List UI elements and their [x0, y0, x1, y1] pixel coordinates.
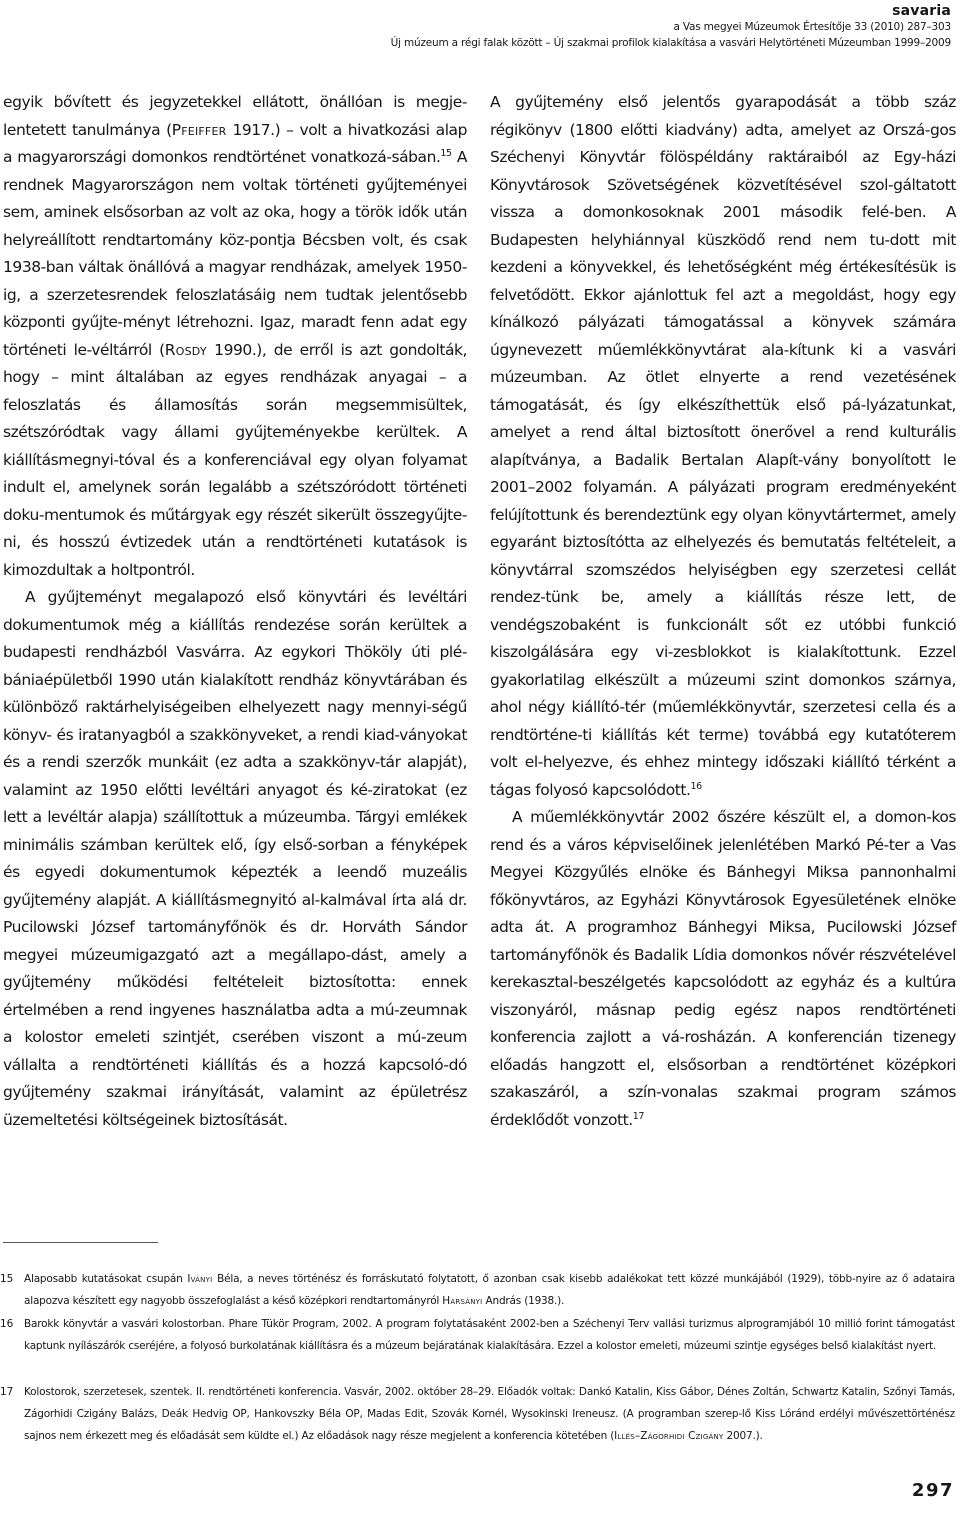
right-paragraph-2	[490, 804, 956, 1134]
footnote-text	[24, 1268, 955, 1312]
footnote-ref: 17	[632, 1110, 644, 1122]
author-name: Illés–Zágorhidi Czigány	[614, 1430, 724, 1442]
citation-author: Pfeiffer	[171, 120, 227, 139]
text-run: 2007.).	[723, 1430, 763, 1442]
text-run: A gyűjtemény első jelentős gyarapodását a több száz régikönyv (1800 előtti kiadvány) adta, amelyet az Orszá-gos Széchenyi Könyvtár fölöspéldány raktáraiból az Egy-házi Könyvtárosok Szövetségének közvetítésével szol-gáltatott vissza a domonkosoknak 2001 második felé-ben. A Budapesten helyhiánnyal küszködő rend nem tu-dott mit kezdeni a könyvekkel, és lehetőségként még értékesítésük is felvetődött. Ekkor ajánlottuk fel azt a megoldást, hogy egy kínálkozó pályázati támogatással a könyvek számára úgynevezett műemlékkönyvtárat ala-kítunk ki a vasvári múzeumban. Az ötlet elnyerte a rend vezetésének támogatását, és így elkészíthettük első pá-lyázatunkat, amelyet a rend által biztosított önerővel a rend kulturális alapítványa, a Badalik Bertalan Alapít-vány bonyolított le 2001–2002 folyamán. A pályázati program eredményeként felújítottunk és berendeztünk egy olyan könyvtártermet, amely egyaránt biztosítótta az elhelyezés és bemutatás feltételeit, a könyvtárral szomszédos helyiségben egy szerzetesi cellát rendez-tünk be, amely a kiállítás része lett, de vendégszobaként is funkcionált sőt ez utóbbi funkció kiszolgálására egy vi-zesblokkot is kialakítottunk. Ezzel gyakorlatilag elkészült a múzeumi szint domonkos szárnya, ahol négy kiállító-tér (műemlékkönyvtár, szerzetesi cella és a rendtörténe-ti kiállítás két terme) továbbá egy kutatóterem volt el-helyezve, és ehhez mintegy időszaki kiállító térként a tágas folyosó kapcsolódott.	[490, 93, 956, 799]
right-column	[490, 89, 956, 1134]
footnote-number: 15	[0, 1273, 14, 1285]
left-paragraph-1	[3, 89, 467, 584]
footnote-ref: 15	[440, 148, 452, 159]
running-header	[391, 3, 951, 51]
author-name: Iványi	[187, 1273, 213, 1285]
text-run: Kolostorok, szerzetesek, szentek. II. rendtörténeti konferencia. Vasvár, 2002. október 28–29. Előadók voltak: Dankó Katalin, Kiss Gábor, Dénes Zoltán, Schwartz Katalin, Szőnyi Tamás, Zágorhidi Czigány Balázs, Deák Hedvig OP, Hankovszky Béla OP, Madas Edit, Szovák Kornél, Wysokinski Ireneusz. (A programban szerep-lő Kiss Lóránd erdélyi művészettörténész sajnos nem érkezett meg és előadását sem küldte el.) Az előadások nagy része megjelent a konferencia kötetében (	[24, 1386, 955, 1442]
text-run: 1990.), de erről is azt gondolták, hogy – mint általában az egyes rendházak anyagai – a feloszlatás és államosítás során megsemmisültek, szétszóródtak vagy állami gyűjteményekbe kerültek. A kiállításmegnyi-tóval és a konferenciával egy olyan folyamat indult el, amelynek során legalább a szétszóródott történeti doku-mentumok és műtárgyak egy részét sikerült összegyűjte-ni, és hosszú évtizedek után a rendtörténeti kutatások is kimozdultak a holtpontról.	[3, 340, 467, 579]
left-paragraph-2: A gyűjteményt megalapozó első könyvtári és levéltári dokumentumok még a kiállítás rendezése során kerültek a budapesti rendházból Vasvárra. Az egykori Thököly úti plé-bániaépületből 1990 után kialakított rendház könyvtárában és különböző raktárhelyiségeiben elhelyezett nagy mennyi-ségű könyv- és iratanyagból a szakkönyveket, a rendi kiad-ványokat és a rendi szerzők munkáit (ez adta a szakkönyv-tár alapját), valamint az 1950 előtti levéltári anyagot és ké-ziratokat (ez lett a levéltár alapja) szállítottuk a múzeumba. Tárgyi emlékek minimális számban kerültek elő, így első-sorban a fényképek és egyedi dokumentumok képezték a leendő muzeális gyűjtemény alapját. A kiállításmegnyitó al-kalmával írta alá dr. Pucilowski József tartományfőnök és dr. Horváth Sándor megyei múzeumigazgató azt a megállapo-dást, amely a gyűjtemény működési feltételeit biztosította: ennek értelmében a rend ingyenes használatba adta a mú-zeumnak a kolostor emeleti szintjét, cserében viszont a mú-zeum vállalta a rendtörténeti kiállítás és a hozzá kapcsoló-dó gyűjtemény szakmai irányítását, valamint az épületrész üzemeltetési költségeinek biztosítását.	[3, 588, 467, 1129]
footnote-number: 17	[0, 1386, 14, 1398]
text-run: 1917.) – volt a hivatkozási alap a magyarországi domonkos rendtörténet vonatkozá-sában.	[3, 120, 467, 166]
text-run: Barokk könyvtár a vasvári kolostorban. Phare Tükör Program, 2002. A program folytatásaként 2002-ben a Széchenyi Terv vallási turizmus alprogramjából 10 millió forint támogatást kaptunk nyílászárók cseréjére, a folyosó burkolatának kiállításra és a múzeum bejáratának kialakítására. Ezzel a kolostor emeleti, múzeumi szintje egységes belső kialakítást nyert.	[24, 1318, 955, 1352]
footnote-text	[24, 1313, 955, 1357]
page-number: 297	[911, 1480, 954, 1501]
text-run: A műemlékkönyvtár 2002 őszére készült el, a domon-kos rend és a város képviselőinek jelenlétében Markó Pé-ter a Vas Megyei Közgyűlés elnöke és Bánhegyi Miksa pannonhalmi főkönyvtáros, az Egyházi Könyvtárosok Egyesületének elnöke adta át. A programhoz Bánhegyi Miksa, Pucilowski József tartományfőnök és Badalik Lídia domonkos nővér részvételével kerekasztal-beszélgetés kapcsolódott az egyház és a kultúra viszonyáról, másnap pedig egész napos rendtörténeti konferencia zajlott a vá-rosházán. A konferencián tizenegy előadás hangzott el, elsősorban a rendtörténet középkori szakaszáról, a szín-vonalas szakmai program számos érdeklődőt vonzott.	[490, 808, 956, 1129]
left-column	[3, 89, 467, 1134]
text-run: Alaposabb kutatásokat csupán	[24, 1273, 188, 1285]
text-run: András (1938.).	[482, 1295, 565, 1307]
journal-issue: a Vas megyei Múzeumok Értesítője 33 (2010) 287–303	[673, 21, 951, 33]
journal-name: savaria	[892, 3, 951, 19]
text-run: egyik bővített és jegyzetekkel ellátott, önállóan is megje-lentetett tanulmánya (	[3, 93, 467, 139]
footnote-divider	[3, 1242, 158, 1243]
footnote-number: 16	[0, 1318, 14, 1330]
footnote-ref: 16	[690, 780, 702, 792]
right-paragraph-1	[490, 89, 956, 804]
footnote-text	[24, 1381, 955, 1447]
text-run: Béla, a neves történész és forráskutató folytatott, ő azonban csak kisebb adalékokat tett közzé munkájából (1929), több-nyire az ő adataira alapozva készített egy nagyobb összefoglalást a késő középkori rendtartományról	[24, 1273, 955, 1307]
article-running-title: Új múzeum a régi falak között – Új szakmai profilok kialakítása a vasvári Helytörténeti Múzeumban 1999–2009	[390, 37, 951, 49]
citation-author: Rosdy	[164, 340, 207, 359]
author-name: Harsányi	[442, 1295, 483, 1307]
text-run: A rendnek Magyarországon nem voltak történeti gyűjteményei sem, aminek elsősorban az volt az oka, hogy a török idők után helyreállított rendtartomány köz-pontja Bécsben volt, és csak 1938-ban váltak önállóvá a magyar rendházak, amelyek 1950-ig, a szerzetesrendek feloszlatásáig nem tudtak jelentősebb központi gyűjte-ményt létrehozni. Igaz, maradt fenn adat egy történeti le-véltárról (	[3, 148, 467, 359]
